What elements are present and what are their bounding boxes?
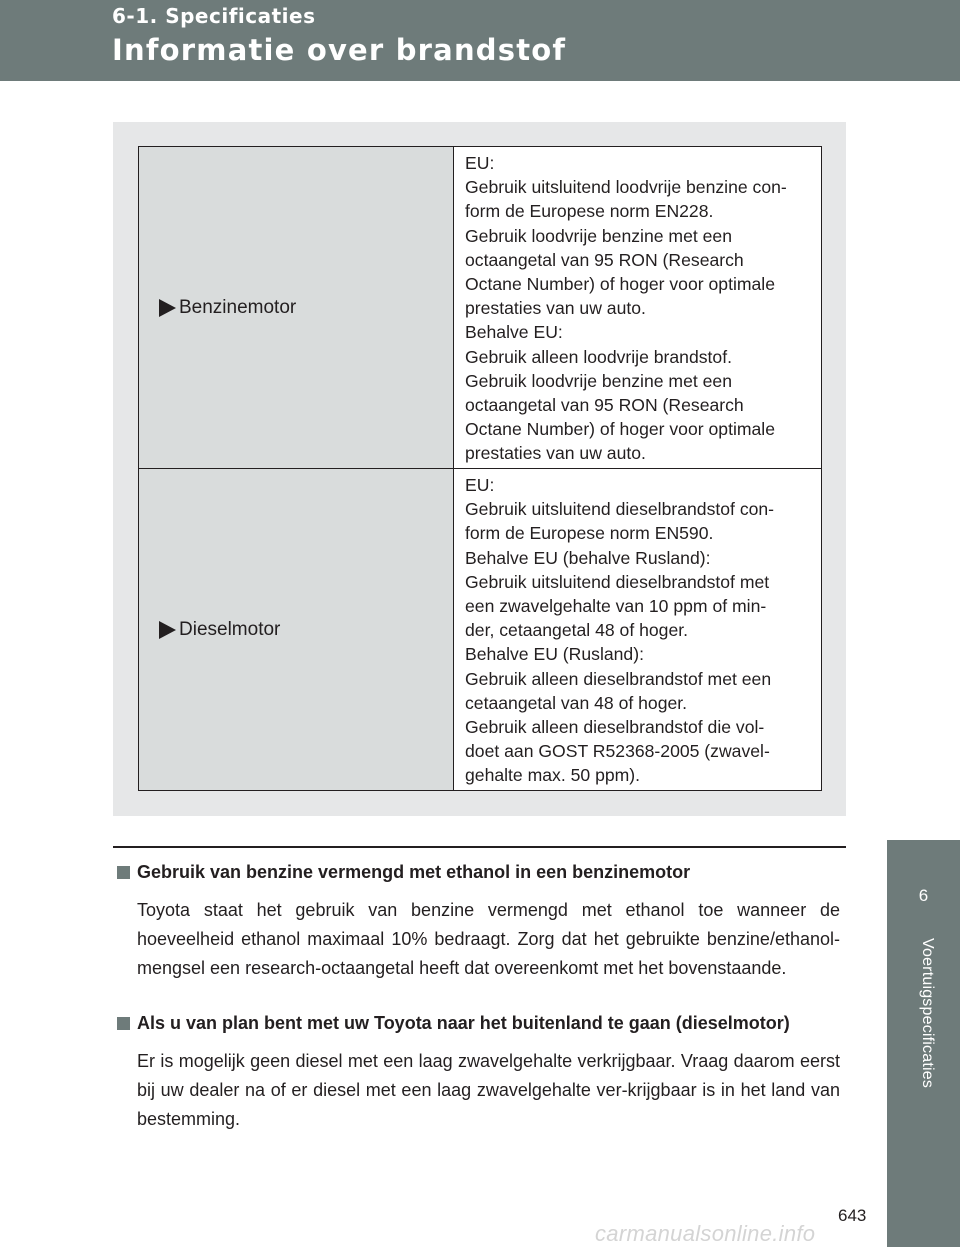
triangle-right-icon xyxy=(159,621,176,639)
spec-line: prestaties van uw auto. xyxy=(465,443,646,464)
chapter-side-tab[interactable] xyxy=(887,840,960,1247)
topic-body: Toyota staat het gebruik van benzine vermengd met ethanol toe wanneer de hoeveelheid ethanol maximaal 10% bedraagt. Zorg dat het gebruikte benzine/ethanol-mengsel een research-octaangetal heeft dat overeenkomt met het bovenstaande. xyxy=(137,900,840,978)
table-row-diesel xyxy=(139,469,822,791)
table-row-benzine xyxy=(139,147,822,469)
spec-line: Octane Number) of hoger voor optimale xyxy=(465,274,775,295)
topic-heading: Gebruik van benzine vermengd met ethanol in een benzinemotor xyxy=(137,862,691,882)
header-band xyxy=(0,0,960,81)
value-cell-benzine xyxy=(454,147,822,469)
spec-line: een zwavelgehalte van 10 ppm of min- xyxy=(465,596,767,617)
triangle-right-icon xyxy=(159,299,176,317)
chapter-number: 6 xyxy=(918,886,929,905)
spec-line: Gebruik uitsluitend dieselbrandstof con- xyxy=(465,499,775,520)
square-bullet-icon xyxy=(117,866,130,879)
spec-line: octaangetal van 95 RON (Research xyxy=(465,395,744,416)
spec-line: Octane Number) of hoger voor optimale xyxy=(465,419,775,440)
spec-line: Gebruik alleen dieselbrandstof die vol- xyxy=(465,717,765,738)
topic-ethanol xyxy=(113,858,840,983)
spec-line: Gebruik loodvrije benzine met een xyxy=(465,370,732,391)
spec-line: form de Europese norm EN228. xyxy=(465,201,714,222)
page-number: 643 xyxy=(838,1206,867,1225)
spec-line: EU: xyxy=(465,153,495,173)
chapter-title: Voertuigspecificaties xyxy=(919,938,936,1089)
spec-line: gehalte max. 50 ppm). xyxy=(465,765,641,786)
spec-line: form de Europese norm EN590. xyxy=(465,523,714,544)
spec-line: Behalve EU: xyxy=(465,322,563,343)
section-label: 6-1. Specificaties xyxy=(112,4,316,28)
engine-type-label: Dieselmotor xyxy=(179,618,281,640)
topic-abroad-diesel xyxy=(113,1009,840,1134)
fuel-spec-table xyxy=(138,146,822,791)
spec-line: Gebruik loodvrije benzine met een xyxy=(465,225,732,246)
engine-type-label: Benzinemotor xyxy=(179,296,297,318)
label-cell-diesel xyxy=(139,469,454,791)
spec-line: Behalve EU (behalve Rusland): xyxy=(465,547,711,568)
square-bullet-icon xyxy=(117,1017,130,1030)
spec-line: Gebruik alleen loodvrije brandstof. xyxy=(465,346,732,367)
spec-line: cetaangetal van 48 of hoger. xyxy=(465,692,688,713)
spec-line: doet aan GOST R52368-2005 (zwavel- xyxy=(465,741,770,762)
spec-line: Gebruik alleen dieselbrandstof met een xyxy=(465,668,772,689)
label-cell-benzine xyxy=(139,147,454,469)
watermark: carmanualsonline.info xyxy=(595,1221,816,1246)
value-cell-diesel xyxy=(454,469,822,791)
spec-line: prestaties van uw auto. xyxy=(465,298,646,319)
topic-heading: Als u van plan bent met uw Toyota naar het buitenland te gaan (dieselmotor) xyxy=(137,1013,790,1033)
spec-line: der, cetaangetal 48 of hoger. xyxy=(465,620,689,641)
topic-body: Er is mogelijk geen diesel met een laag zwavelgehalte verkrijgbaar. Vraag daarom eerst bij uw dealer na of er diesel met een laag zwavelgehalte ver-krijgbaar is in het land van bestemming. xyxy=(137,1051,840,1129)
spec-line: Gebruik uitsluitend loodvrije benzine con- xyxy=(465,177,787,198)
section-divider xyxy=(113,846,846,848)
page-title: Informatie over brandstof xyxy=(112,33,567,67)
spec-line: Behalve EU (Rusland): xyxy=(465,644,644,665)
spec-line: octaangetal van 95 RON (Research xyxy=(465,249,744,270)
spec-line: Gebruik uitsluitend dieselbrandstof met xyxy=(465,571,770,592)
spec-line: EU: xyxy=(465,475,495,495)
